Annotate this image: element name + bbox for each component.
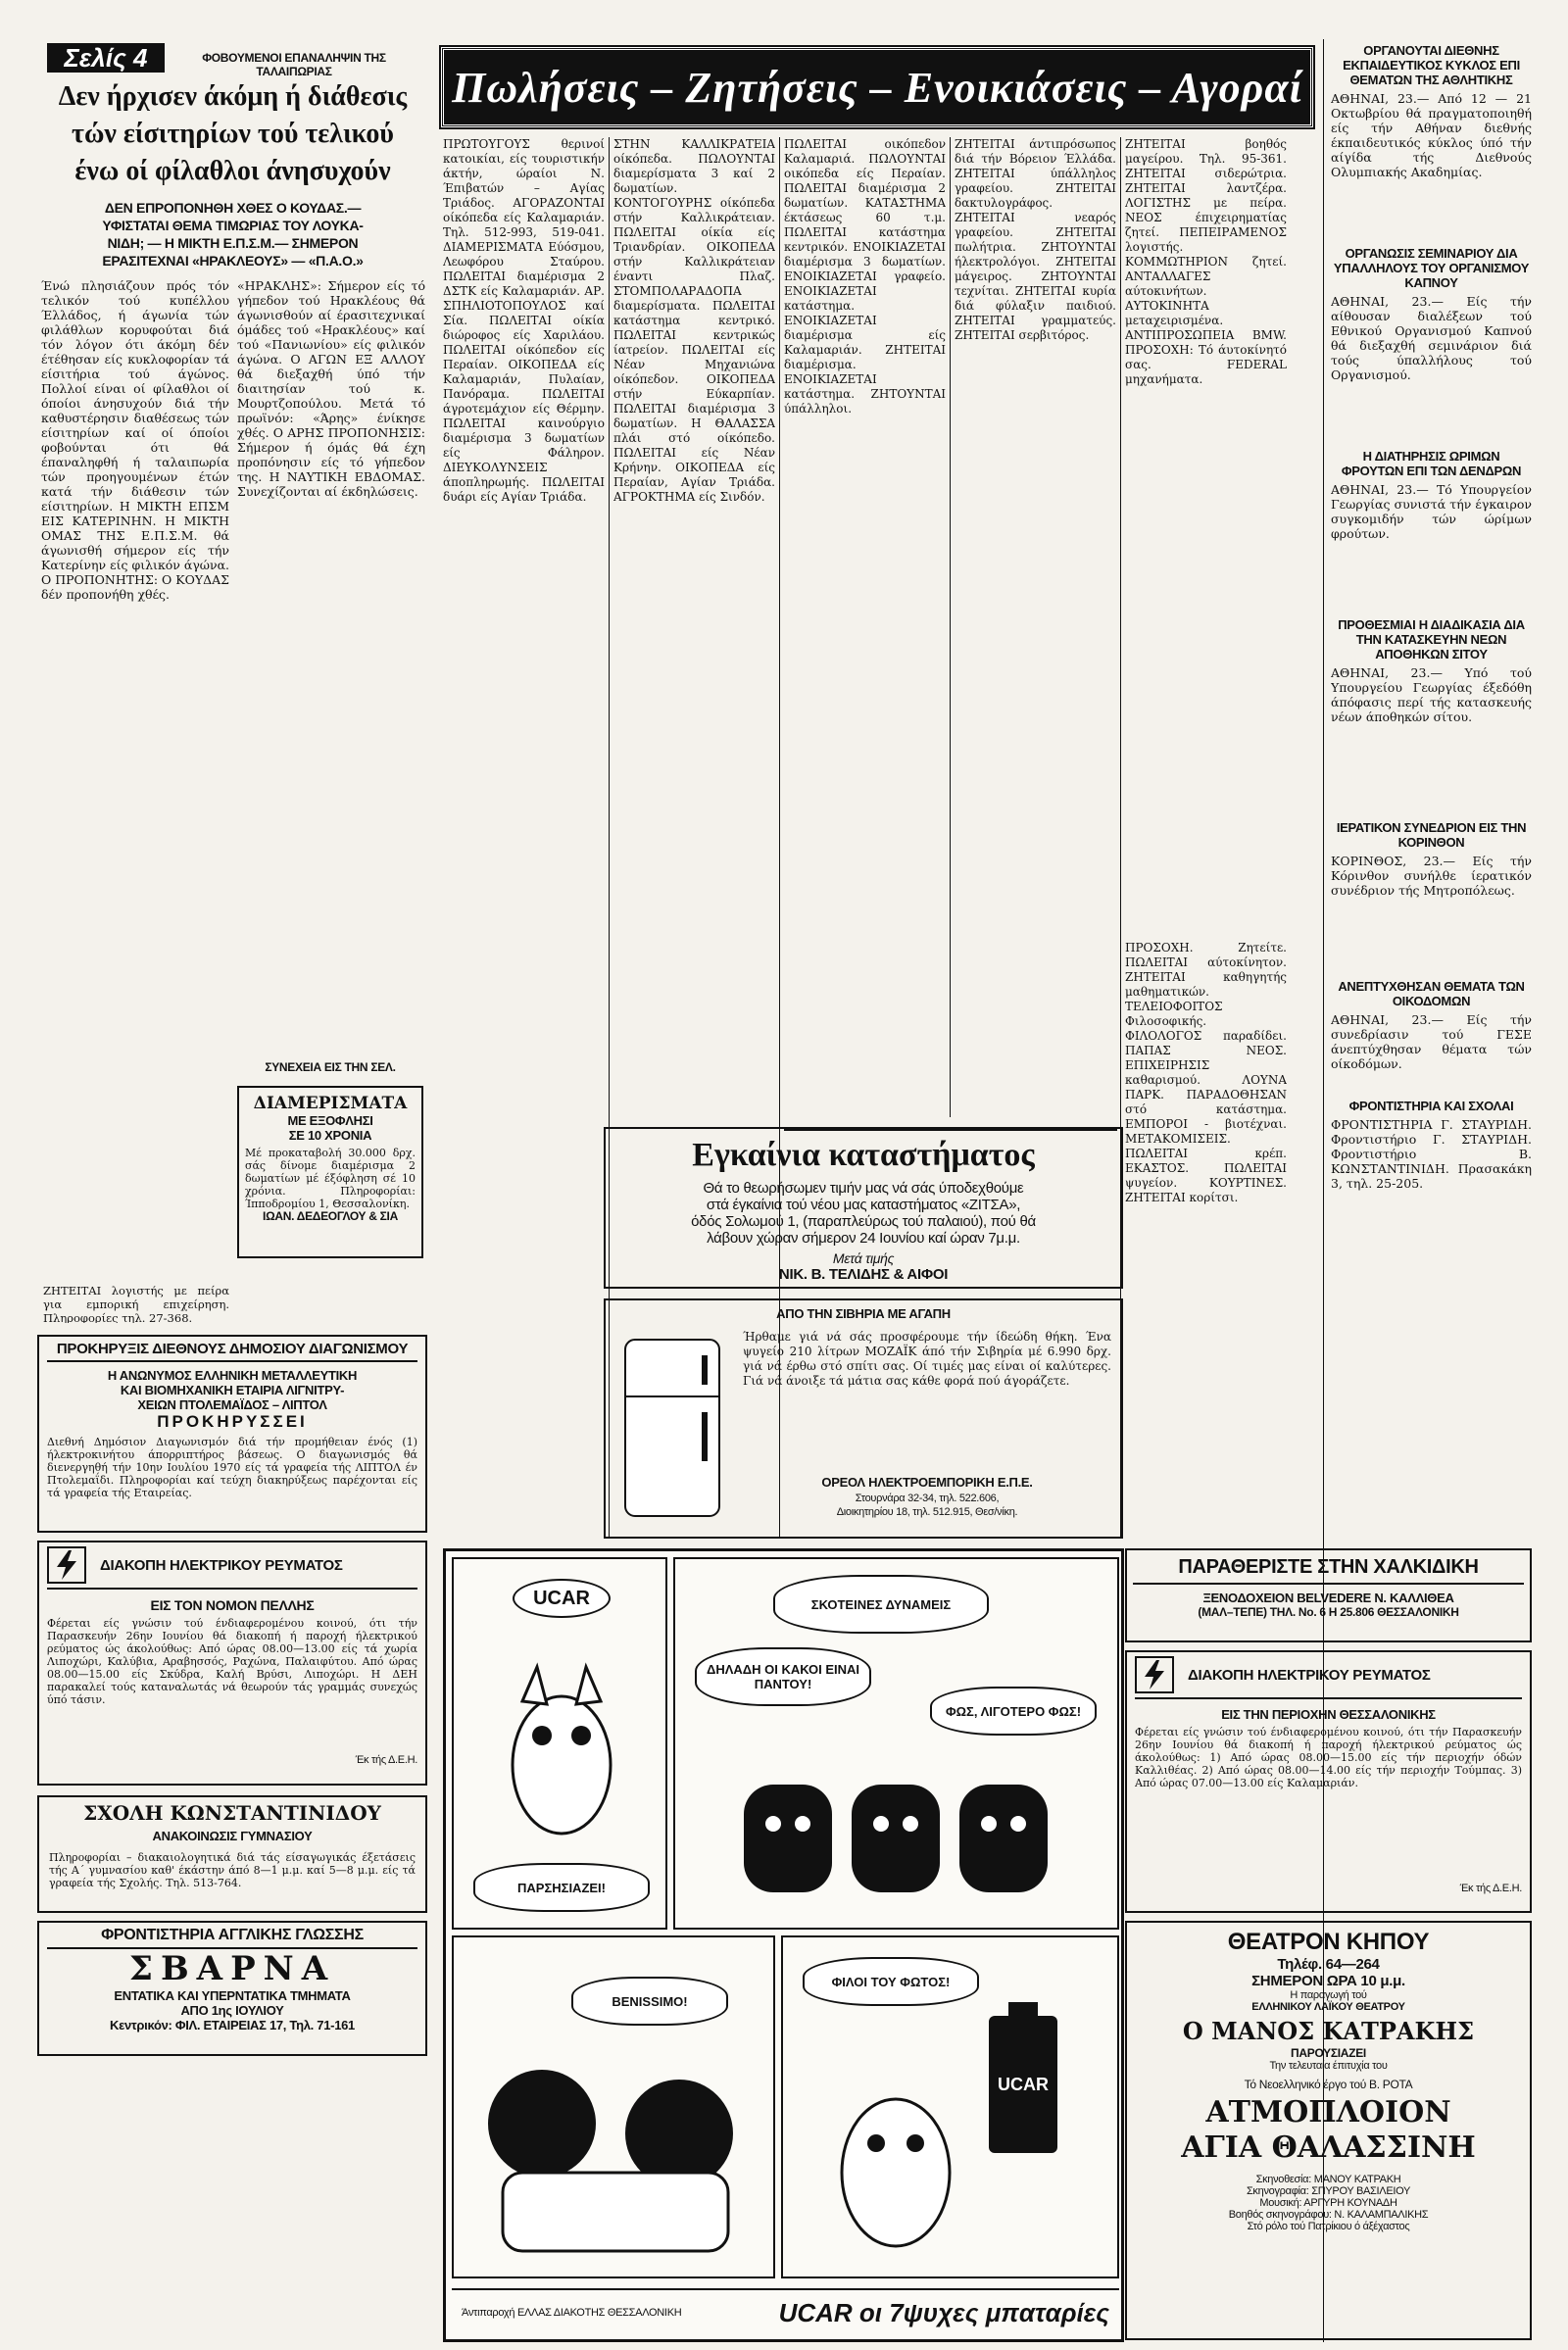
theatre-title: ΘΕΑΤΡΟΝ ΚΗΠΟΥ (1227, 1929, 1430, 1955)
fridge-company: ΟΡΕΟΛ ΗΛΕΚΤΡΟΕΜΠΟΡΙΚΗ Ε.Π.Ε. (821, 1475, 1033, 1490)
classifieds-col-5: ΖΗΤΕΙΤΑΙ βοηθός μαγείρου. Τηλ. 95-361. ΖΗΤΕΙΤΑΙ σιδερώτρια. ΖΗΤΕΙΤΑΙ λαντζέρα. ΛΟΓΙΣΤΗΣ με πείρα. ΝΕΟΣ έπιχειρηματίας ζητεί. ΠΕΠΕΙΡΑΜΕΝΟΣ λογιστής. ΚΟΜΜΩΤΗΡΙΟΝ ζητεί. ΑΝΤΑΛΛΑΓΕΣ αύτοκινήτων. ΑΥΤΟΚΙΝΗΤΑ μεταχειρισμένα. ΑΝΤΙΠΡΟΣΩΠΕΙΑ BMW. ΠΡΟΣΟΧΗ: Τό άυτοκίνητό σας. FEDERAL μηχανήματα. (1125, 137, 1287, 386)
r4-title: ΠΡΟΘΕΣΜΙΑΙ Η ΔΙΑΔΙΚΑΣΙΑ ΔΙΑ ΤΗΝ ΚΑΤΑΣΚΕΥΗΝ ΝΕΩΝ ΑΠΟΘΗΚΩΝ ΣΙΤΟΥ (1338, 617, 1525, 661)
english-name: ΣΒΑΡΝΑ (128, 1949, 336, 1988)
school-subtitle: ΑΝΑΚΟΙΝΩΣΙΣ ΓΥΜΝΑΣΙΟΥ (152, 1829, 313, 1843)
theatre-play-title-1: ΑΤΜΟΠΛΟΙΟΝ (1205, 2095, 1451, 2130)
power-cut-sign: Έκ τής Δ.Ε.Η. (355, 1754, 417, 1766)
classifieds-col-2: ΣΤΗΝ ΚΑΛΛΙΚΡΑΤΕΙΑ οίκόπεδα. ΠΩΛΟΥΝΤΑΙ διαμερίσματα 3 καί 2 δωματίων. ΚΟΝΤΟΓΟΥΡΗΣ οίκόπεδα στήν Καλλικράτειαν. ΠΩΛΕΙΤΑΙ οίκία είς Τριανδρίαν. ΟΙΚΟΠΕΔΑ στήν Καλλικράτειαν έναντι Πλαζ. ΣΤΟΜΠΟΛΑΡΑΔΟΠΑ διαμερίσματα. ΠΩΛΕΙΤΑΙ κατάστημα κεντρικό. ΠΩΛΕΙΤΑΙ κεντρικώς ίατρείον. ΠΩΛΕΙΤΑΙ είς Νέαν Μηχανιώνα οίκόπεδον. ΟΙΚΟΠΕΔΑ στήν Εύκαρπίαν. ΠΩΛΕΙΤΑΙ διαμέρισμα 3 δωματίων. Η ΘΑΛΑΣΣΑ πλάι στό οίκόπεδο. ΠΩΛΕΙΤΑΙ είς Νέαν Κρήνην. ΟΙΚΟΠΕΔΑ είς Περαίαν, Αγίαν Τριάδα. ΑΓΡΟΚΤΗΜΑ είς Σινδόν. (613, 137, 775, 504)
power-cut-2-area: ΕΙΣ ΤΗΝ ΠΕΡΙΟΧΗΝ ΘΕΣΣΑΛΟΝΙΚΗΣ (1221, 1707, 1436, 1722)
theatre-production: Η παραγωγή τού (1290, 1989, 1367, 2001)
opening-line-4: λάβουν χώραν σήμερον 24 Ιουνίου καί ώραν 7μ.μ. (707, 1230, 1020, 1247)
english-title: ΦΡΟΝΤΙΣΤΗΡΙΑ ΑΓΓΛΙΚΗΣ ΓΛΩΣΣΗΣ (47, 1927, 417, 1949)
theatre-credit-5: Στό ρόλο τού Πατρίκιου ό άξέχαστος (1247, 2221, 1410, 2232)
apartments-body: Μέ προκαταβολή 30.000 δρχ. σάς δίνομε διαμέρισμα 2 δωματίων μέ έξόφληση σέ 10 χρόνια. Πληροφορίαι: Ίπποδρομίου 1, Θεσσαλονίκη. (245, 1147, 416, 1209)
ucar-battery-ad (443, 1548, 1124, 2342)
cat-hero-2-icon (822, 2055, 969, 2261)
fridge-ad (604, 1298, 1123, 1539)
ucar-footer-text: Άντιπαροχή ΕΛΛΑΣ ΔΙΑΚΟΤΗΣ ΘΕΣΣΑΛΟΝΙΚΗ (462, 2307, 682, 2319)
school-body: Πληροφορίαι – διακαιολογητικά διά τάς είσαγωγικάς έξετάσεις τής Α΄ γυμνασίου καθ' έκάστην άπό 8—1 μ.μ. καί 5—8 μ.μ. είς τά γραφεία τής Σχολής. Τηλ. 513-764. (49, 1851, 416, 1889)
tender-notice (37, 1335, 427, 1533)
small-classified: ΖΗΤΕΙΤΑΙ λογιστής με πείρα για εμπορική επιχείρηση. Πληροφορίες τηλ. 27-368. (43, 1284, 229, 1323)
store-opening-ad-box (604, 1127, 1123, 1289)
masthead-title: Πωλήσεις – Ζητήσεις – Ενοικιάσεις – Αγοραί (452, 63, 1302, 112)
lead-body-col-b: «ΗΡΑΚΛΗΣ»: Σήμερον είς τό γήπεδον τού Ηρακλέους θά άγωνισθούν αί έρασιτεχνικαί όμάδες τού «Ηρακλέους» καί τού «Πανιωνίου» είς φιλικόν άγώνα. Ο ΑΓΩΝ ΕΞ ΑΛΛΟΥ θά διεξαχθή ύπό τήν διαιτησίαν τού κ. Μουρτζοπούλου. Μετά τό πρωϊνόν: «Άρης» ένίκησε χθές. Ο ΑΡΗΣ ΠΡΟΠΟΝΗΣΙΣ: Σήμερον ή όμάς θά έχη προπόνησιν είς τό γήπεδον της. Η ΝΑΥΤΙΚΗ ΕΒΔΟΜΑΣ. Συνεχίζονται αί έκδηλώσεις. (237, 278, 425, 499)
lead-subhead-4: ΕΡΑΣΙΤΕΧΝΑΙ «ΗΡΑΚΛΕΟΥΣ» — «Π.Α.Ο.» (102, 253, 364, 269)
apartments-sub-1: ΜΕ ΕΞΟΦΛΗΣΙ (287, 1113, 373, 1128)
bubble-benissimo: BENISSIMO! (571, 1977, 728, 2026)
halkidiki-title: ΠΑΡΑΘΕΡΙΣΤΕ ΣΤΗΝ ΧΑΛΚΙΔΙΚΗ (1133, 1556, 1524, 1585)
dark-cats-icon (734, 1755, 1057, 1902)
r2-body: ΑΘΗΝΑΙ, 23.— Είς τήν αίθουσαν διαλέξεων τού Εθνικού Οργανισμού Καπνού θά διεξαχθή σεμινάριον διά τούς ύπαλλήλους τού Οργανισμού. (1331, 294, 1532, 382)
apartments-ad (237, 1086, 423, 1258)
villains-icon (473, 2055, 758, 2261)
halkidiki-line-2: (ΜΑΛ–ΤΕΠΕ) ΤΗΛ. Νο. 6 Η 25.806 ΘΕΣΣΑΛΟΝΙΚΗ (1198, 1605, 1459, 1619)
theatre-credit-2: Σκηνογραφία: ΣΠΥΡΟΥ ΒΑΣΙΛΕΙΟΥ (1246, 2185, 1411, 2197)
theatre-play-author: Τό Νεοελληνικό έργο τού Β. ΡΟΤΑ (1244, 2078, 1413, 2091)
tender-body: Διεθνή Δημόσιον Διαγωνισμόν διά τήν προμήθειαν ένός (1) ήλεκτροκινήτου άπορριπτήρος βάσεως. Ο διαγωνισμός θά διενεργηθή τήν 10ην Ιουλίου 1970 είς τά γραφεία τής ΛΙΠΤΟΛ έν Πτολεμαΐδι. Πληροφορίαι καί τεύχη διακηρύξεως παρέχονται είς τά γραφεία τής Εταιρείας. (47, 1436, 417, 1499)
lead-body-col-a: Ένώ πλησιάζουν πρός τόν τελικόν τού κυπέλλου Έλλάδος, ή άγωνία τών φιλάθλων κορυφούται διά τόν λόγον ότι άκόμη δέν έτέθησαν είς κυκλοφορίαν τά είσιτήρια τού άγώνος. Πολλοί είναι οί φίλαθλοι οί όποίοι άνησυχούν διά τήν καθυστέρησιν διαθέσεως τών είσιτηρίων καί οί όποίοι φοβούνται ότι θά έπαναληφθή ή ταλαιπωρία τών προηγουμένων έτών κατά τήν διάθεσιν τών είσιτηρίων. Η ΜΙΚΤΗ ΕΠΣΜ ΕΙΣ ΚΑΤΕΡΙΝΗΝ. Η ΜΙΚΤΗ ΟΜΑΣ ΤΗΣ Ε.Π.Σ.Μ. θά άγωνισθή σήμερον είς τήν Κατερίνην είς φιλικόν άγώνα. Ο ΠΡΟΠΟΝΗΤΗΣ: Ο ΚΟΥΔΑΣ δέν προπονήθη χθές. (41, 278, 229, 602)
opening-line-1: Θά το θεωρήσωμεν τιμήν μας νά σάς ύποδεχθούμε (703, 1180, 1024, 1197)
theatre-time: ΣΗΜΕΡΟΝ ΩΡΑ 10 μ.μ. (1251, 1973, 1405, 1989)
r6-title: ΑΝΕΠΤΥΧΘΗΣΑΝ ΘΕΜΑΤΑ ΤΩΝ ΟΙΚΟΔΟΜΩΝ (1338, 979, 1525, 1008)
bubble-friends-of-light: ΦΙΛΟΙ ΤΟΥ ΦΩΤΟΣ! (803, 1957, 979, 2006)
fridge-body: Ήρθαμε γιά νά σάς προσφέρουμε τήν ίδεώδη θήκη. Ένα ψυγείο 210 λίτρων ΜΟΖΑΪΚ άπό τήν Σιβηρία μέ 6.990 δρχ. γιά νά έρθω στό σπίτι σας. Οί τιμές μας είναι οί καλύτερες. Γιά νά άνοιξε τά μάτια σας κάθε φορά πού άγοράζετε. (743, 1330, 1111, 1388)
bubble-parousiazei: ΠΑΡΣΗΣΙΑΖΕΙ! (473, 1863, 650, 1912)
tender-line-2: ΚΑΙ ΒΙΟΜΗΧΑΝΙΚΗ ΕΤΑΙΡΙΑ ΛΙΓΝΙΤΡΥ- (120, 1383, 345, 1397)
theatre-company: ΕΛΛΗΝΙΚΟΥ ΛΑΪΚΟΥ ΘΕΑΤΡΟΥ (1251, 2001, 1405, 2013)
school-title: ΣΧΟΛΗ ΚΩΝΣΤΑΝΤΙΝΙΔΟΥ (83, 1801, 381, 1825)
classifieds-col-4: ΖΗΤΕΙΤΑΙ άντιπρόσωπος διά τήν Βόρειον Έλλάδα. ΖΗΤΕΙΤΑΙ ύπάλληλος γραφείου. ΖΗΤΕΙΤΑΙ δακτυλογράφος. ΖΗΤΕΙΤΑΙ νεαρός γραφείου. ΖΗΤΕΙΤΑΙ πωλήτρια. ΖΗΤΟΥΝΤΑΙ ήλεκτρολόγοι. ΖΗΤΕΙΤΑΙ μάγειρος. ΖΗΤΟΥΝΤΑΙ τεχνίται. ΖΗΤΕΙΤΑΙ κυρία διά φύλαξιν παιδιού. ΖΗΤΕΙΤΑΙ γραμματεύς. ΖΗΤΕΙΤΑΙ σερβιτόρος. (955, 137, 1116, 342)
tender-line-3: ΧΕΙΩΝ ΠΤΟΛΕΜΑΪΔΟΣ – ΛΙΠΤΟΛ (137, 1397, 327, 1412)
refrigerator-icon (619, 1336, 727, 1522)
theatre-play-title-2: ΑΓΙΑ ΘΑΛΑΣΣΙΝΗ (1181, 2130, 1476, 2165)
comic-panel-4 (781, 1935, 1119, 2278)
cat-hero-icon (493, 1647, 630, 1843)
ucar-battery-icon (979, 1996, 1067, 2163)
power-cut-2-body: Φέρεται είς γνώσιν τού ένδιαφερομένου κοινού, ότι τήν Παρασκευήν 26ην Ιουνίου θά διακοπή ή παροχή ήλεκτρικού ρεύματος ώς άκολούθως: 1) Από ώρας 08.00—15.00 είς τήν περιοχήν όδών Καλλιθέας. 2) Από ώρας 08.00—14.00 είς τήν περιοχήν Τούμπας. 3) Από ώρας 07.00—13.00 είς Καλαμαριάν. (1135, 1726, 1522, 1789)
theatre-credit-4: Βοηθός σκηνογράφου: Ν. ΚΑΛΑΜΠΑΛΙΚΗΣ (1228, 2209, 1429, 2221)
lead-headline-2: τών είσιτηρίων τού τελικού (72, 119, 394, 149)
bubble-less-light: ΦΩΣ, ΛΙΓΟΤΕΡΟ ΦΩΣ! (930, 1687, 1097, 1736)
theatre-latest: Την τελευταία έπιτυχία του (1269, 2060, 1388, 2072)
tender-line-1: Η ΑΝΩΝΥΜΟΣ ΕΛΛΗΝΙΚΗ ΜΕΤΑΛΛΕΥΤΙΚΗ (107, 1368, 358, 1383)
opening-line-3: όδός Σολωμού 1, (παραπλεύρως τού παλαιού), πού θά (691, 1213, 1036, 1230)
theatre-ad (1125, 1921, 1532, 2340)
r3-title: Η ΔΙΑΤΗΡΗΣΙΣ ΩΡΙΜΩΝ ΦΡΟΥΤΩΝ ΕΠΙ ΤΩΝ ΔΕΝΔΡΩΝ (1341, 449, 1522, 478)
bubble-dark-forces: ΣΚΟΤΕΙΝΕΣ ΔΥΝΑΜΕΙΣ (773, 1575, 989, 1634)
continue-note: ΣΥΝΕΧΕΙΑ ΕΙΣ ΤΗΝ ΣΕΛ. (265, 1060, 396, 1074)
r1-title: ΟΡΓΑΝΟΥΤΑΙ ΔΙΕΘΝΗΣ ΕΚΠΑΙΔΕΥΤΙΚΟΣ ΚΥΚΛΟΣ ΕΠΙ ΘΕΜΑΤΩΝ ΤΗΣ ΑΘΛΗΤΙΚΗΣ (1343, 43, 1520, 87)
halkidiki-hotel-ad (1125, 1548, 1532, 1642)
r7-title: ΦΡΟΝΤΙΣΤΗΡΙΑ ΚΑΙ ΣΧΟΛΑΙ (1348, 1099, 1514, 1113)
lead-subhead-3: ΝΙΔΗ; — Η ΜΙΚΤΗ Ε.Π.Σ.Μ.— ΣΗΜΕΡΟΝ (107, 235, 359, 251)
tender-title: ΠΡΟΚΗΡΥΞΙΣ ΔΙΕΘΝΟΥΣ ΔΗΜΟΣΙΟΥ ΔΙΑΓΩΝΙΣΜΟΥ (47, 1341, 417, 1362)
english-line-1: ΕΝΤΑΤΙΚΑ ΚΑΙ ΥΠΕΡΝΤΑΤΙΚΑ ΤΜΗΜΑΤΑ (114, 1988, 351, 2003)
school-notice (37, 1795, 427, 1913)
opening-line-2: στά έγκαίνια τού νέου μας καταστήματος «ΖΙΤΣΑ», (706, 1197, 1021, 1213)
r6-body: ΑΘΗΝΑΙ, 23.— Είς τήν συνεδρίασιν τού ΓΕΣΕ άνεπτύχθησαν θέματα τών οίκοδόμων. (1331, 1012, 1532, 1071)
lead-headline-1: Δεν ήρχισεν άκόμη ή διάθεσις (58, 81, 408, 112)
lead-kicker: ΦΟΒΟΥΜΕΝΟΙ ΕΠΑΝΑΛΗΨΙΝ ΤΗΣ ΤΑΛΑΙΠΩΡΙΑΣ (202, 51, 386, 78)
lead-subhead-2: ΥΦΙΣΤΑΤΑΙ ΘΕΜΑ ΤΙΜΩΡΙΑΣ ΤΟΥ ΛΟΥΚΑ- (102, 218, 364, 233)
classifieds-col-3: ΠΩΛΕΙΤΑΙ οικόπεδον Καλαμαριά. ΠΩΛΟΥΝΤΑΙ οικόπεδα είς Περαίαν. ΠΩΛΕΙΤΑΙ διαμέρισμα 2 δωματίων. ΚΑΤΑΣΤΗΜΑ έκτάσεως 60 τ.μ. ΠΩΛΕΙΤΑΙ κατάστημα κεντρικόν. ΕΝΟΙΚΙΑΖΕΤΑΙ διαμέρισμα 3 δωματίων. ΕΝΟΙΚΙΑΖΕΤΑΙ γραφείο. ΕΝΟΙΚΙΑΖΕΤΑΙ κατάστημα. ΕΝΟΙΚΙΑΖΕΤΑΙ διαμέρισμα είς Καλαμαριάν. ΖΗΤΕΙΤΑΙ διαμέρισμα. ΕΝΟΙΚΙΑΖΕΤΑΙ κατάστημα. ΖΗΤΟΥΝΤΑΙ ύπάλληλοι. (784, 137, 946, 416)
halkidiki-line-1: ΞΕΝΟΔΟΧΕΙΟΝ BELVEDERE Ν. ΚΑΛΛΙΘΕΑ (1202, 1591, 1454, 1605)
tender-line-4: ΠΡΟΚΗΡΥΣΣΕΙ (157, 1412, 308, 1431)
svg-text:UCAR: UCAR (998, 2075, 1049, 2094)
r4-body: ΑΘΗΝΑΙ, 23.— Υπό τού Υπουργείου Γεωργίας έξεδόθη άπόφασις περί τής κατασκευής νέων άποθηκών σίτου. (1331, 665, 1532, 724)
theatre-phone: Τηλέφ. 64—264 (1277, 1956, 1380, 1973)
ucar-slogan: UCAR οι 7ψυχες μπαταρίες (778, 2297, 1109, 2327)
r5-body: ΚΟΡΙΝΘΟΣ, 23.— Είς τήν Κόρινθον συνήλθε ίερατικόν συνέδριον τής Μητροπόλεως. (1331, 854, 1532, 898)
r2-title: ΟΡΓΑΝΩΣΙΣ ΣΕΜΙΝΑΡΙΟΥ ΔΙΑ ΥΠΑΛΛΗΛΟΥΣ ΤΟΥ ΟΡΓΑΝΙΣΜΟΥ ΚΑΠΝΟΥ (1333, 246, 1530, 290)
theatre-star: Ο ΜΑΝΟΣ ΚΑΤΡΑΚΗΣ (1182, 2017, 1475, 2045)
power-cut-body: Φέρεται είς γνώσιν τού ένδιαφερομένου κοινού, ότι τήν Παρασκευήν 26ην Ιουνίου θά διακοπή ή παροχή ήλεκτρικού ρεύματος ώς άκολούθως: Από ώρας 08.00—13.00 είς τά χωρία Λιποχώρι, Καλύβια, Αραβησσός, Ραχώνα, Παλαιφύτου. Από ώρας 08.00—15.00 είς Σκύδρα, Καλή Βρύσι, Λιποχώρι. Η ΔΕΗ παρακαλεί τούς καταναλωτάς νά θεωρούν τάς γραμμάς συνεχώς ύπό τάσιν. (47, 1617, 417, 1706)
power-cut-thessaloniki (1125, 1650, 1532, 1913)
lightning-icon (47, 1546, 86, 1584)
theatre-presents: ΠΑΡΟΥΣΙΑΖΕΙ (1291, 2046, 1366, 2060)
classifieds-col-6: ΠΡΟΣΟΧΗ. Ζητείτε. ΠΩΛΕΙΤΑΙ αύτοκίνητον. ΖΗΤΕΙΤΑΙ καθηγητής μαθηματικών. ΤΕΛΕΙΟΦΟΙΤΟΣ Φιλοσοφικής. ΦΙΛΟΛΟΓΟΣ παραδίδει. ΠΑΠΑΣ ΝΕΟΣ. ΕΠΙΧΕΙΡΗΣΙΣ καθαρισμού. ΛΟΥΝΑ ΠΑΡΚ. ΠΑΡΑΔΟΘΗΣΑΝ στό κατάστημα. ΕΜΠΟΡΟΙ - βιοτέχναι. ΜΕΤΑΚΟΜΙΣΕΙΣ. ΠΩΛΕΙΤΑΙ κρέπ. ΕΚΑΣΤΟΣ. ΠΩΛΕΙΤΑΙ ψυγείον. ΚΟΥΡΤΙΝΕΣ. ΖΗΤΕΙΤΑΙ κορίτσι. (1125, 941, 1287, 1204)
fridge-address: Στουρνάρα 32-34, τηλ. 522.606, (855, 1493, 1000, 1504)
power-cut-2-sign: Έκ τής Δ.Ε.Η. (1459, 1883, 1522, 1894)
comic-panel-1 (452, 1557, 667, 1930)
right-news-column (1331, 43, 1532, 1307)
comic-panel-3 (452, 1935, 775, 2278)
classifieds-masthead (441, 47, 1313, 127)
bubble-bad-guys: ΔΗΛΑΔΗ ΟΙ ΚΑΚΟΙ ΕΙΝΑΙ ΠΑΝΤΟΥ! (695, 1647, 871, 1706)
r1-body: ΑΘΗΝΑΙ, 23.— Από 12 — 21 Οκτωβρίου θά πραγματοποιηθή είς τήν Αθήναν διεθνής έκπαιδευτικός κύκλος ύπό τήν αίγίδα τής Διεθνούς Ολυμπιακής Ακαδημίας. (1331, 91, 1532, 179)
r3-body: ΑΘΗΝΑΙ, 23.— Τό Υπουργείον Γεωργίας συνιστά τήν έγκαιρον συγκομιδήν τών ώρίμων φρούτων. (1331, 482, 1532, 541)
page-label: Σελίς 4 (47, 43, 165, 73)
opening-title: Εγκαίνια καταστήματος (692, 1137, 1035, 1173)
power-cut-2-title: ΔΙΑΚΟΠΗ ΗΛΕΚΤΡΙΚΟΥ ΡΕΥΜΑΤΟΣ (1188, 1666, 1431, 1684)
column-rule-3 (950, 137, 951, 1117)
english-line-3: Κεντρικόν: ΦΙΛ. ΕΤΑΙΡΕΙΑΣ 17, Τηλ. 71-161 (110, 2018, 355, 2032)
theatre-credit-1: Σκηνοθεσία: ΜΑΝΟΥ ΚΑΤΡΑΚΗ (1255, 2174, 1401, 2185)
opening-line-5: Μετά τιμής (832, 1250, 895, 1266)
lightning-icon (1135, 1656, 1174, 1693)
r7-body: ΦΡΟΝΤΙΣΤΗΡΙΑ Γ. ΣΤΑΥΡΙΔΗ. Φροντιστήριο Γ. ΣΤΑΥΡΙΔΗ. Φροντιστήριο Β. ΚΩΝΣΤΑΝΤΙΝΙΔΗ. Πρασακάκη 3, τηλ. 25-205. (1331, 1117, 1532, 1191)
ucar-logo-bubble: UCAR (513, 1579, 611, 1618)
apartments-sub-2: ΣΕ 10 ΧΡΟΝΙΑ (288, 1128, 372, 1143)
power-cut-title: ΔΙΑΚΟΠΗ ΗΛΕΚΤΡΙΚΟΥ ΡΕΥΜΑΤΟΣ (100, 1556, 343, 1574)
english-line-2: ΑΠΟ 1ης ΙΟΥΛΙΟΥ (180, 2003, 284, 2018)
apartments-title: ΔΙΑΜΕΡΙΣΜΑΤΑ (253, 1094, 408, 1113)
ucar-footer (452, 2288, 1119, 2335)
opening-line-6: ΝΙΚ. Β. ΤΕΛΙΔΗΣ & ΑΙΦΟΙ (778, 1266, 949, 1283)
fridge-address-2: Διοικητηρίου 18, τηλ. 512.915, Θεσ/νίκη. (836, 1506, 1018, 1518)
lead-headline-3: ένω οί φίλαθλοι άνησυχούν (74, 156, 391, 186)
fridge-title: ΑΠΟ ΤΗΝ ΣΙΒΗΡΙΑ ΜΕ ΑΓΑΠΗ (776, 1306, 951, 1321)
power-cut-area: ΕΙΣ ΤΟΝ ΝΟΜΟΝ ΠΕΛΛΗΣ (150, 1597, 315, 1613)
r5-title: ΙΕΡΑΤΙΚΟΝ ΣΥΝΕΔΡΙΟΝ ΕΙΣ ΤΗΝ ΚΟΡΙΝΘΟΝ (1336, 820, 1527, 850)
lead-subhead-1: ΔΕΝ ΕΠΡΟΠΟΝΗΘΗ ΧΘΕΣ Ο ΚΟΥΔΑΣ.— (104, 200, 362, 216)
comic-panel-2 (673, 1557, 1119, 1930)
english-school-ad (37, 1921, 427, 2056)
power-cut-pella (37, 1541, 427, 1786)
theatre-credit-3: Μουσική: ΑΡΓΥΡΗ ΚΟΥΝΑΔΗ (1259, 2197, 1397, 2209)
classifieds-col-1: ΠΡΩΤΟΥΓΟΥΣ θερινοί κατοικίαι, είς τουριστικήν άκτήν, ώραίοι Ν. Έπιβατών – Αγίας Τριάδος. ΑΓΟΡΑΖΟΝΤΑΙ οίκόπεδα είς Καλαμαριάν. Τηλ. 512-993, 519-041. ΔΙΑΜΕΡΙΣΜΑΤΑ Εύόσμου, Λεωφόρου Σταύρου. ΠΩΛΕΙΤΑΙ διαμέρισμα 2 ΔΣΤΚ είς Καλαμαριάν. ΑΡ. ΣΠΗΛΙΟΤΟΠΟΥΛΟΣ καί Σία. ΠΩΛΕΙΤΑΙ οίκία διώροφος είς Χαριλάου. ΠΩΛΕΙΤΑΙ οίκόπεδον είς Περαίαν. ΟΙΚΟΠΕΔΑ είς Καλαμαριάν, Πυλαίαν, Πανόραμα. ΠΩΛΕΙΤΑΙ άγροτεμάχιον είς Θέρμην. ΠΩΛΕΙΤΑΙ καινούργιο διαμέρισμα 3 δωματίων είς Φάληρον. ΔΙΕΥΚΟΛΥΝΣΕΙΣ άποπληρωμής. ΠΩΛΕΙΤΑΙ δυάρι είς Αγίαν Τριάδα. (443, 137, 605, 504)
apartments-contact: ΙΩΑΝ. ΔΕΔΕΟΓΛΟΥ & ΣΙΑ (263, 1209, 398, 1223)
